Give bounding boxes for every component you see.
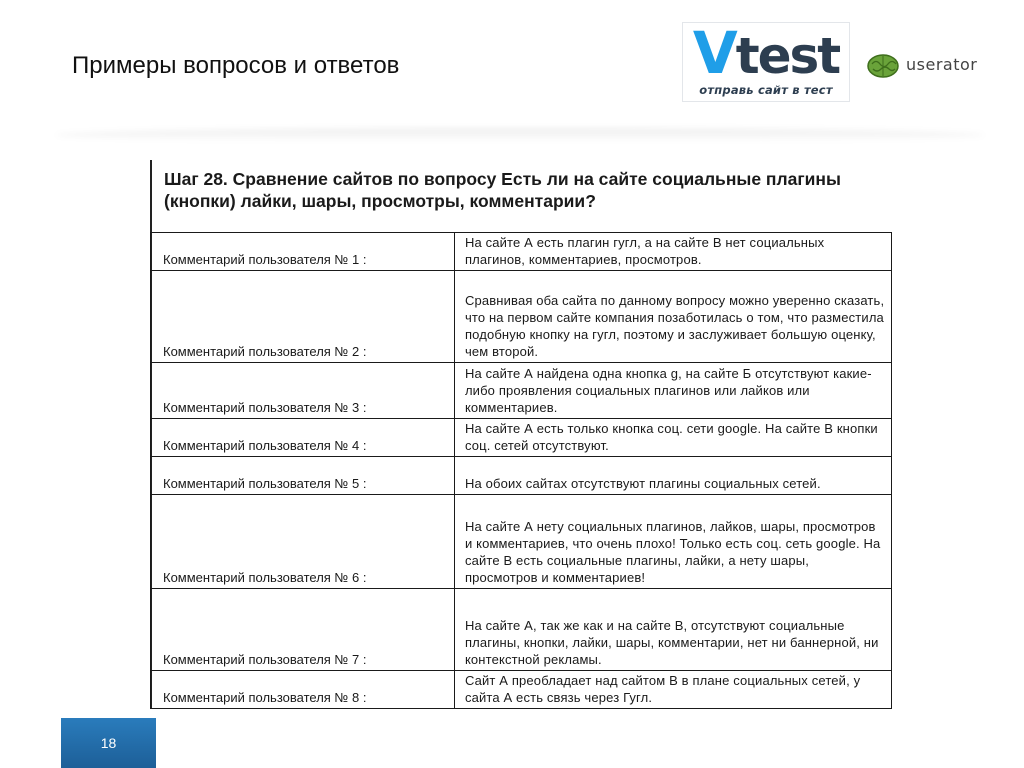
brain-icon [866, 52, 900, 80]
comment-text: Сравнивая оба сайта по данному вопросу можно уверенно сказать, что на первом сайте компания позаботилась о том, что разместила подобную кнопку на гугл, поэтому и заслуживает большую оценку, чем второй. [454, 271, 891, 363]
comment-text: На сайте А есть плагин гугл, а на сайте В нет социальных плагинов, комментариев, просмотров. [454, 233, 891, 271]
comment-label: Комментарий пользователя № 8 : [151, 671, 455, 709]
comment-text: Сайт А преобладает над сайтом В в плане социальных сетей, у сайта А есть связь через Гугл. [454, 671, 891, 709]
comment-label: Комментарий пользователя № 7 : [151, 589, 455, 671]
comment-text: На сайте А найдена одна кнопка g, на сайте Б отсутствуют какие-либо проявления социальных плагинов или лайков или комментариев. [454, 363, 891, 419]
comment-text: На сайте А, так же как и на сайте В, отсутствуют социальные плагины, кнопки, лайки, шары, комментарии, нет ни баннерной, ни контекстной рекламы. [454, 589, 891, 671]
document-image [150, 160, 892, 706]
comment-text: На обоих сайтах отсутствуют плагины социальных сетей. [454, 457, 891, 495]
table-row [151, 589, 892, 671]
comment-label: Комментарий пользователя № 3 : [151, 363, 455, 419]
comment-label: Комментарий пользователя № 5 : [151, 457, 455, 495]
slide-title: Примеры вопросов и ответов [72, 52, 400, 79]
vtest-wordmark: Vtest [692, 19, 840, 87]
vtest-logo [682, 19, 850, 102]
userator-wordmark: userator [906, 55, 978, 74]
table-row [151, 495, 892, 589]
slide-number: 18 [61, 718, 156, 768]
table-row [151, 271, 892, 363]
table-row [151, 363, 892, 419]
comment-label: Комментарий пользователя № 1 : [151, 233, 455, 271]
comment-label: Комментарий пользователя № 6 : [151, 495, 455, 589]
vtest-tagline: отправь сайт в тест [699, 83, 833, 97]
comments-table [150, 232, 892, 709]
comment-text: На сайте А нету социальных плагинов, лайков, шары, просмотров и комментариев, что очень плохо! Только есть соц. сеть google. На сайте В есть социальные плагины, лайки, а нету шары, просмотров и комментариев! [454, 495, 891, 589]
comment-text: На сайте А есть только кнопка соц. сети google. На сайте В кнопки соц. сетей отсутствуют. [454, 419, 891, 457]
comment-label: Комментарий пользователя № 4 : [151, 419, 455, 457]
table-row [151, 419, 892, 457]
document-heading: Шаг 28. Сравнение сайтов по вопросу Есть ли на сайте социальные плагины (кнопки) лайки, шары, просмотры, комментарии? [164, 169, 841, 211]
table-row [151, 457, 892, 495]
comment-label: Комментарий пользователя № 2 : [151, 271, 455, 363]
header-divider-shadow [55, 128, 985, 142]
table-row [151, 233, 892, 271]
table-row [151, 671, 892, 709]
